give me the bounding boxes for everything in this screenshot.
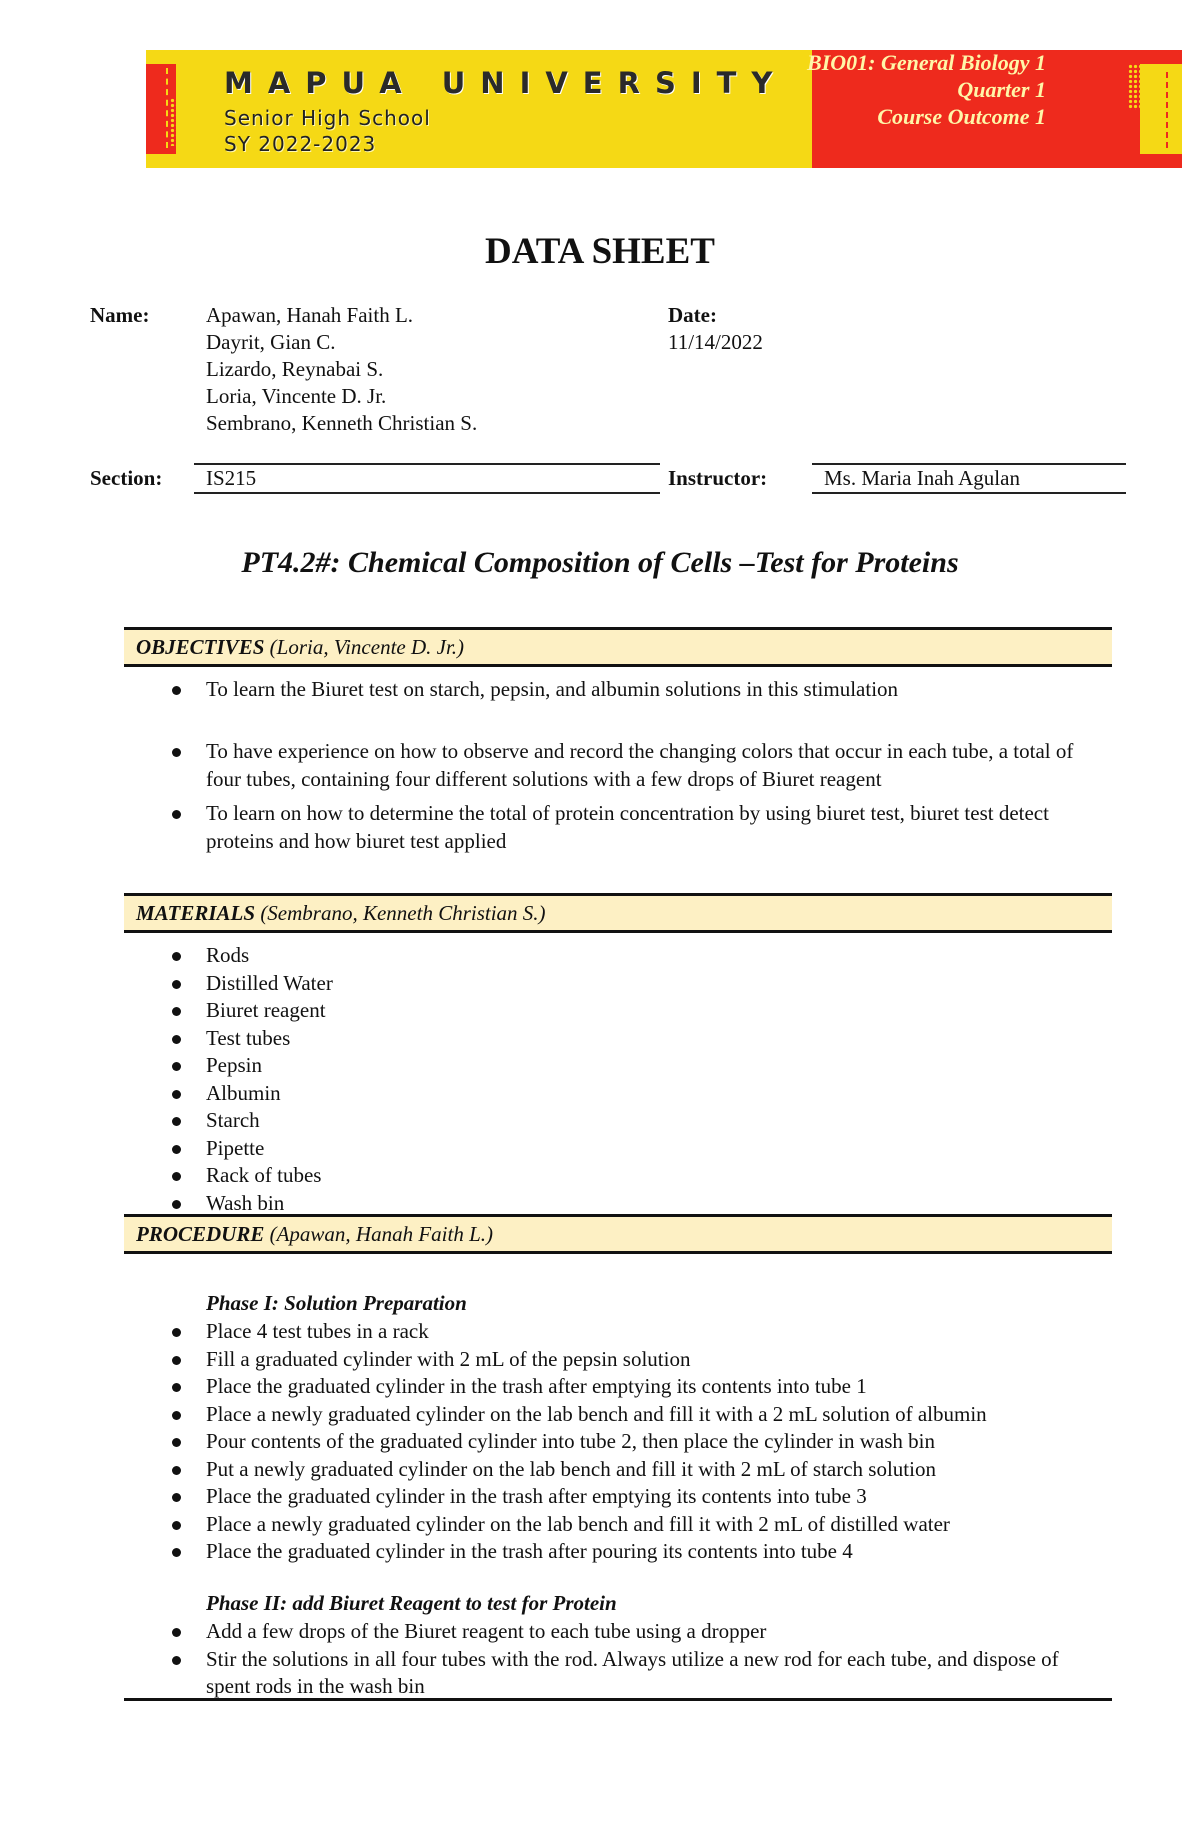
objectives-header <box>124 627 1112 667</box>
date-label: Date: <box>668 303 717 327</box>
university-name: MAPUA UNIVERSITY <box>224 66 788 100</box>
name-entry: Apawan, Hanah Faith L. <box>206 303 414 327</box>
date-value: 11/14/2022 <box>668 330 763 354</box>
list-item: Place 4 test tubes in a rack <box>168 1318 1108 1346</box>
name-label: Name: <box>90 303 150 327</box>
materials-author: (Sembrano, Kenneth Christian S.) <box>260 901 546 925</box>
list-item: Pour contents of the graduated cylinder into tube 2, then place the cylinder in wash bin <box>168 1428 1108 1456</box>
banner-right-dots <box>1128 64 1156 110</box>
experiment-title: PT4.2#: Chemical Composition of Cells –Test for Proteins <box>241 546 959 579</box>
phase2-title: Phase II: add Biuret Reagent to test for Protein <box>206 1591 617 1615</box>
names-list <box>206 302 477 437</box>
instructor-field <box>812 463 1126 494</box>
list-item: Place a newly graduated cylinder on the lab bench and fill it with 2 mL of distilled water <box>168 1511 1108 1539</box>
procedure-author: (Apawan, Hanah Faith L.) <box>269 1222 494 1246</box>
list-item: Test tubes <box>168 1025 1108 1053</box>
name-entry: Dayrit, Gian C. <box>206 330 336 354</box>
list-item: Wash bin <box>168 1190 1108 1218</box>
list-item: Rack of tubes <box>168 1162 1108 1190</box>
course-outcome: Course Outcome 1 <box>877 104 1046 129</box>
list-item: Put a newly graduated cylinder on the lab bench and fill it with 2 mL of starch solution <box>168 1456 1108 1484</box>
course-code: BIO01: General Biology 1 <box>807 50 1046 75</box>
quarter-label: Quarter 1 <box>957 77 1046 102</box>
list-item: Stir the solutions in all four tubes with the rod. Always utilize a new rod for each tube, and dispose of spent rods in the wash bin <box>168 1646 1108 1701</box>
objectives-author: (Loria, Vincente D. Jr.) <box>269 635 465 659</box>
banner-left-dashes <box>166 68 168 148</box>
page-title: DATA SHEET <box>485 231 715 272</box>
name-entry: Lizardo, Reynabai S. <box>206 357 384 381</box>
list-item: Distilled Water <box>168 970 1108 998</box>
list-item: To have experience on how to observe and record the changing colors that occur in each tube, a total of four tubes, containing four different solutions with a few drops of Biuret reagent <box>168 738 1108 800</box>
phase1-title: Phase I: Solution Preparation <box>206 1291 467 1315</box>
header-banner <box>146 50 1182 168</box>
list-item: Pepsin <box>168 1052 1108 1080</box>
procedure-header <box>124 1214 1112 1254</box>
section-field <box>194 463 660 494</box>
phase1-list <box>168 1318 1108 1566</box>
list-item: Add a few drops of the Biuret reagent to each tube using a dropper <box>168 1618 1108 1646</box>
list-item: Place a newly graduated cylinder on the lab bench and fill it with a 2 mL solution of albumin <box>168 1401 1108 1429</box>
name-entry: Loria, Vincente D. Jr. <box>206 384 387 408</box>
banner-left-dots <box>170 98 196 146</box>
materials-header <box>124 893 1112 933</box>
name-entry: Sembrano, Kenneth Christian S. <box>206 411 478 435</box>
list-item: Pipette <box>168 1135 1108 1163</box>
list-item: Place the graduated cylinder in the trash after pouring its contents into tube 4 <box>168 1538 1108 1566</box>
materials-list <box>168 942 1108 1217</box>
list-item: Biuret reagent <box>168 997 1108 1025</box>
school-name: Senior High School <box>224 106 431 130</box>
list-item: To learn the Biuret test on starch, pepsin, and albumin solutions in this stimulation <box>168 676 1108 738</box>
list-item: Place the graduated cylinder in the trash after emptying its contents into tube 1 <box>168 1373 1108 1401</box>
procedure-heading: PROCEDURE <box>136 1222 265 1246</box>
list-item: Starch <box>168 1107 1108 1135</box>
list-item: Rods <box>168 942 1108 970</box>
section-label: Section: <box>90 466 163 490</box>
instructor-value: Ms. Maria Inah Agulan <box>824 466 1020 490</box>
list-item: Albumin <box>168 1080 1108 1108</box>
banner-right-dashes <box>1166 72 1168 148</box>
objectives-heading: OBJECTIVES <box>136 635 265 659</box>
materials-heading: MATERIALS <box>136 901 256 925</box>
procedure-bottom-rule <box>124 1698 1112 1701</box>
school-year: SY 2022-2023 <box>224 132 377 156</box>
instructor-label: Instructor: <box>668 466 768 490</box>
banner-right-decoration <box>1124 50 1182 168</box>
list-item: Fill a graduated cylinder with 2 mL of the pepsin solution <box>168 1346 1108 1374</box>
list-item: Place the graduated cylinder in the trash after emptying its contents into tube 3 <box>168 1483 1108 1511</box>
section-value: IS215 <box>206 466 257 490</box>
objectives-list <box>168 676 1108 855</box>
list-item: To learn on how to determine the total of protein concentration by using biuret test, biuret test detect proteins and how biuret test applied <box>168 800 1108 855</box>
phase2-list <box>168 1618 1108 1701</box>
